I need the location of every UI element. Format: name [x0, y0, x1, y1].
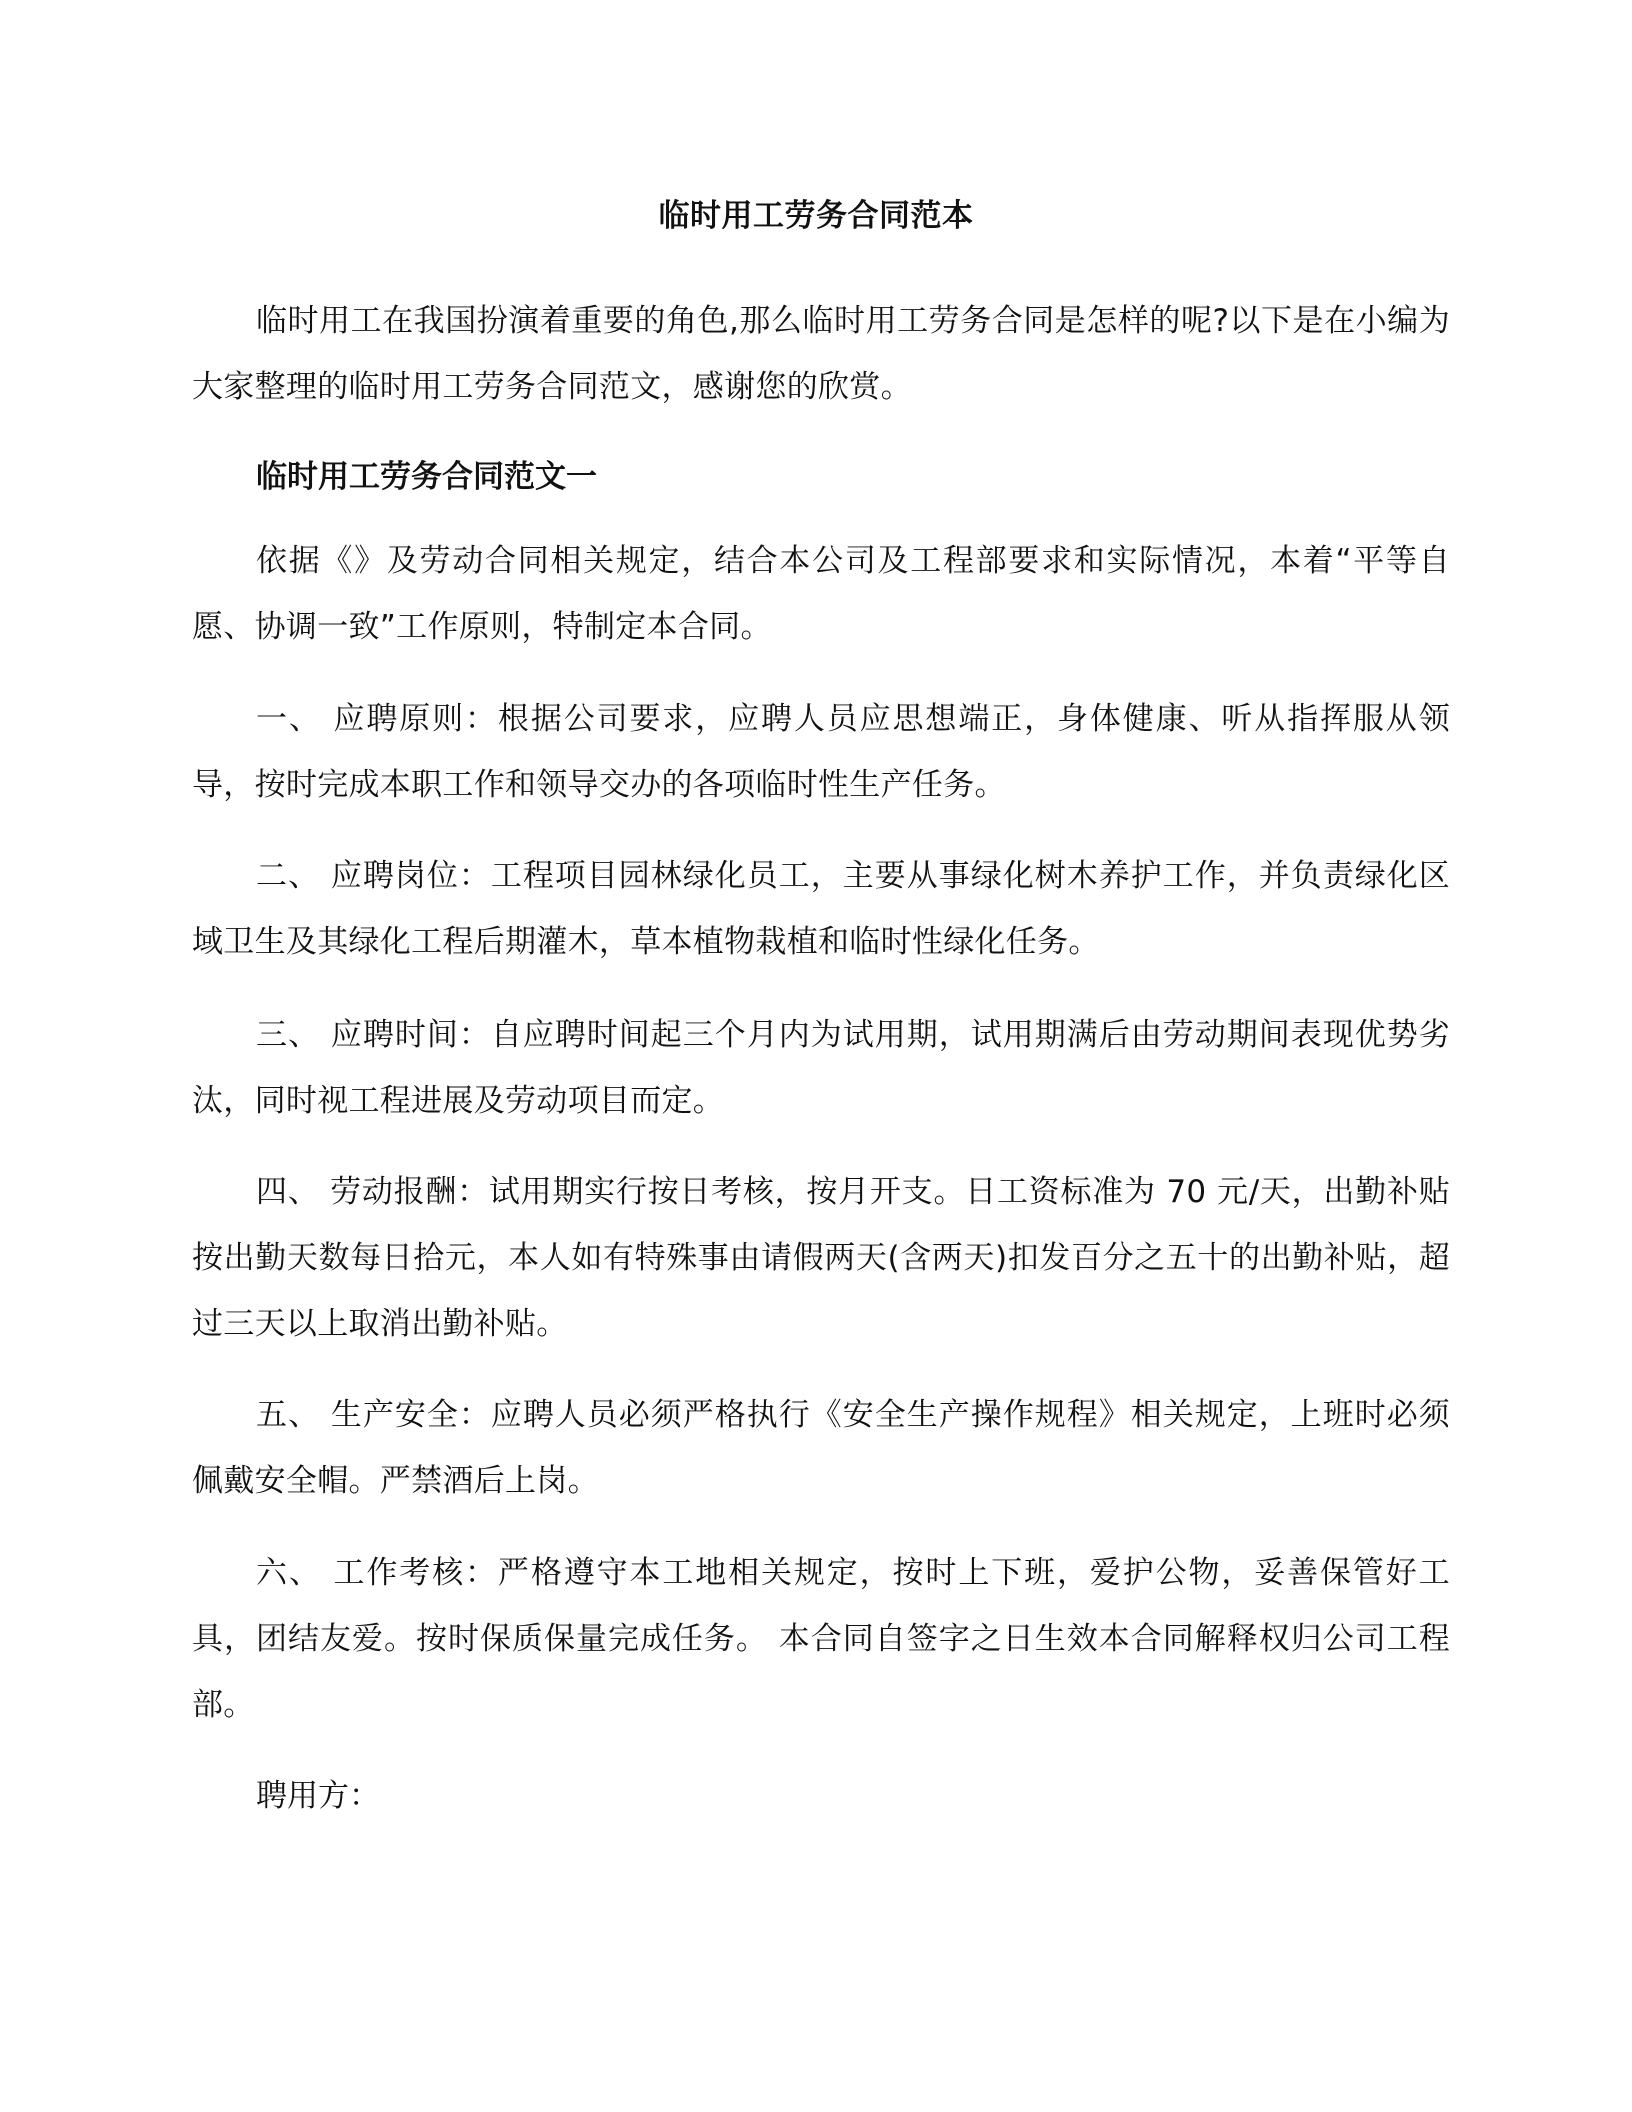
- clause-1: 一、 应聘原则：根据公司要求，应聘人员应思想端正，身体健康、听从指挥服从领导，按时完成本职工作和领导交办的各项临时性生产任务。: [192, 701, 1450, 803]
- clause-2: 二、 应聘岗位：工程项目园林绿化员工，主要从事绿化树木养护工作，并负责绿化区域卫生及其绿化工程后期灌木，草本植物栽植和临时性绿化任务。: [192, 858, 1450, 960]
- section-heading: 临时用工劳务合同范文一: [256, 459, 597, 495]
- clause-6: 六、 工作考核：严格遵守本工地相关规定，按时上下班，爱护公物，妥善保管好工具，团结友爱。按时保质保量完成任务。 本合同自签字之日生效本合同解释权归公司工程部。: [192, 1555, 1450, 1723]
- preamble-paragraph: 依据《》及劳动合同相关规定，结合本公司及工程部要求和实际情况，本着“平等自愿、协调一致”工作原则，特制定本合同。: [192, 543, 1450, 645]
- clause-3: 三、 应聘时间：自应聘时间起三个月内为试用期，试用期满后由劳动期间表现优势劣汰，同时视工程进展及劳动项目而定。: [192, 1017, 1450, 1119]
- clause-4: 四、 劳动报酬：试用期实行按日考核，按月开支。日工资标准为 70 元/天，出勤补贴按出勤天数每日拾元，本人如有特殊事由请假两天(含两天)扣发百分之五十的出勤补贴，超过三天以上取消出勤补贴。: [192, 1174, 1450, 1342]
- signature-label: 聘用方：: [256, 1778, 380, 1814]
- clause-5: 五、 生产安全：应聘人员必须严格执行《安全生产操作规程》相关规定，上班时必须佩戴安全帽。严禁酒后上岗。: [192, 1397, 1450, 1499]
- document-title: 临时用工劳务合同范本: [658, 198, 974, 234]
- intro-paragraph: 临时用工在我国扮演着重要的角色,那么临时用工劳务合同是怎样的呢?以下是在小编为大家整理的临时用工劳务合同范文，感谢您的欣赏。: [192, 303, 1450, 405]
